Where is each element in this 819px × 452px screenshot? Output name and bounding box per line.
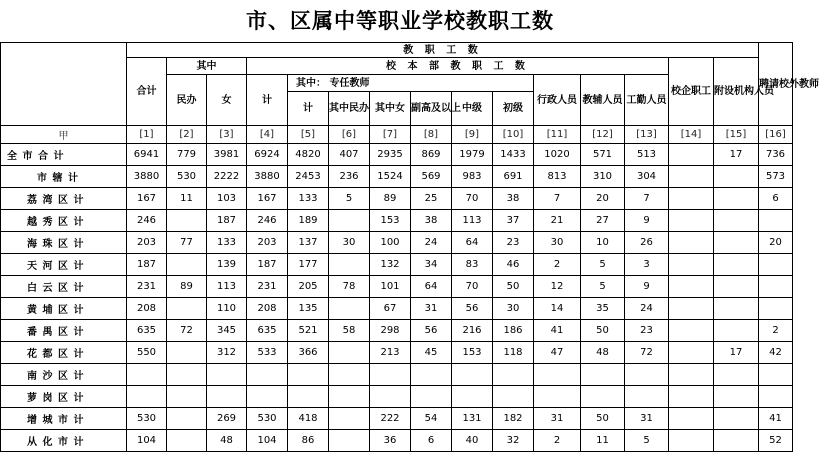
header-staff-group: 教 职 工 数 — [127, 43, 759, 58]
header-school-total: 计 — [247, 75, 288, 126]
table-cell: 1524 — [370, 166, 411, 188]
table-cell — [625, 386, 669, 408]
table-row — [1, 254, 793, 276]
table-cell: 530 — [247, 408, 288, 430]
table-cell: 20 — [759, 232, 793, 254]
table-cell — [714, 166, 759, 188]
row-label: 海 珠 区 计 — [1, 232, 127, 254]
table-cell — [581, 386, 625, 408]
table-row — [1, 430, 793, 452]
table-cell: 167 — [247, 188, 288, 210]
table-cell: 3880 — [247, 166, 288, 188]
table-cell: 345 — [207, 320, 247, 342]
table-row — [1, 364, 793, 386]
table-cell: 213 — [370, 342, 411, 364]
table-cell: 246 — [247, 210, 288, 232]
table-cell — [714, 408, 759, 430]
table-cell: 118 — [493, 342, 534, 364]
header-ft-mid: 中级 — [452, 92, 493, 126]
table-cell — [714, 364, 759, 386]
table-cell — [714, 210, 759, 232]
table-cell: 67 — [370, 298, 411, 320]
table-cell: 45 — [411, 342, 452, 364]
table-cell: 40 — [452, 430, 493, 452]
table-cell: 47 — [534, 342, 581, 364]
table-row — [1, 188, 793, 210]
index-label: 甲 — [1, 126, 127, 144]
table-cell: 569 — [411, 166, 452, 188]
index-cell: [1] — [127, 126, 167, 144]
table-cell: 104 — [127, 430, 167, 452]
index-cell: [4] — [247, 126, 288, 144]
table-cell — [534, 386, 581, 408]
table-cell: 31 — [534, 408, 581, 430]
table-cell: 153 — [370, 210, 411, 232]
table-cell: 177 — [288, 254, 329, 276]
table-cell: 521 — [288, 320, 329, 342]
table-cell: 813 — [534, 166, 581, 188]
header-ft-female: 其中女 — [370, 92, 411, 126]
table-cell: 17 — [714, 342, 759, 364]
index-cell: [9] — [452, 126, 493, 144]
row-label: 南 沙 区 计 — [1, 364, 127, 386]
header-ft-minban: 其中民办 — [329, 92, 370, 126]
table-cell — [493, 364, 534, 386]
table-cell — [329, 254, 370, 276]
table-cell — [452, 386, 493, 408]
index-cell: [2] — [167, 126, 207, 144]
header-aux: 教辅人员 — [581, 75, 625, 126]
table-cell: 135 — [288, 298, 329, 320]
stub-header-cell — [1, 43, 127, 126]
table-cell: 64 — [411, 276, 452, 298]
table-cell — [207, 386, 247, 408]
table-cell: 573 — [759, 166, 793, 188]
table-cell: 236 — [329, 166, 370, 188]
table-cell — [581, 364, 625, 386]
table-cell — [329, 386, 370, 408]
table-cell: 52 — [759, 430, 793, 452]
table-cell: 42 — [759, 342, 793, 364]
table-cell: 30 — [329, 232, 370, 254]
table-row — [1, 408, 793, 430]
row-label: 增 城 市 计 — [1, 408, 127, 430]
index-cell: [15] — [714, 126, 759, 144]
table-cell: 64 — [452, 232, 493, 254]
table-cell: 231 — [127, 276, 167, 298]
table-cell — [329, 298, 370, 320]
table-cell: 113 — [452, 210, 493, 232]
table-cell: 23 — [625, 320, 669, 342]
table-cell: 104 — [247, 430, 288, 452]
table-cell: 691 — [493, 166, 534, 188]
table-cell: 366 — [288, 342, 329, 364]
table-cell: 37 — [493, 210, 534, 232]
table-cell: 17 — [714, 144, 759, 166]
table-cell: 1433 — [493, 144, 534, 166]
table-cell: 14 — [534, 298, 581, 320]
table-cell: 6941 — [127, 144, 167, 166]
index-cell: [7] — [370, 126, 411, 144]
table-row — [1, 210, 793, 232]
table-cell: 11 — [581, 430, 625, 452]
table-cell — [370, 386, 411, 408]
table-cell — [714, 254, 759, 276]
table-cell: 6 — [411, 430, 452, 452]
table-cell — [669, 430, 714, 452]
table-cell: 9 — [625, 276, 669, 298]
table-cell: 21 — [534, 210, 581, 232]
table-cell: 27 — [581, 210, 625, 232]
row-label: 花 都 区 计 — [1, 342, 127, 364]
header-worker: 工勤人员 — [625, 75, 669, 126]
header-among: 其中 — [167, 58, 247, 75]
table-cell — [329, 364, 370, 386]
table-cell — [759, 254, 793, 276]
table-cell — [669, 254, 714, 276]
table-cell: 6 — [759, 188, 793, 210]
table-cell: 72 — [167, 320, 207, 342]
table-cell — [714, 430, 759, 452]
table-cell — [714, 386, 759, 408]
header-among-fulltime: 其中： 专任教师 — [288, 75, 534, 92]
table-cell: 2 — [759, 320, 793, 342]
table-cell: 779 — [167, 144, 207, 166]
table-cell: 54 — [411, 408, 452, 430]
table-cell: 153 — [452, 342, 493, 364]
table-cell: 1979 — [452, 144, 493, 166]
table-cell — [247, 386, 288, 408]
table-cell: 101 — [370, 276, 411, 298]
table-cell: 103 — [207, 188, 247, 210]
table-cell: 132 — [370, 254, 411, 276]
table-cell: 58 — [329, 320, 370, 342]
table-cell: 407 — [329, 144, 370, 166]
table-cell — [207, 364, 247, 386]
table-cell: 31 — [411, 298, 452, 320]
table-cell: 550 — [127, 342, 167, 364]
table-cell: 72 — [625, 342, 669, 364]
table-cell: 5 — [581, 254, 625, 276]
table-cell: 7 — [625, 188, 669, 210]
table-cell: 30 — [534, 232, 581, 254]
table-cell — [669, 188, 714, 210]
table-cell: 48 — [207, 430, 247, 452]
row-label: 市 辖 计 — [1, 166, 127, 188]
table-cell: 6924 — [247, 144, 288, 166]
table-cell: 2222 — [207, 166, 247, 188]
row-label: 越 秀 区 计 — [1, 210, 127, 232]
table-cell — [247, 364, 288, 386]
table-cell: 3 — [625, 254, 669, 276]
table-cell: 2935 — [370, 144, 411, 166]
table-row — [1, 386, 793, 408]
table-cell: 38 — [493, 188, 534, 210]
table-cell: 533 — [247, 342, 288, 364]
table-row — [1, 320, 793, 342]
table-cell — [669, 386, 714, 408]
table-cell — [669, 364, 714, 386]
table-cell — [625, 364, 669, 386]
row-label: 白 云 区 计 — [1, 276, 127, 298]
table-cell — [288, 364, 329, 386]
table-cell: 4820 — [288, 144, 329, 166]
header-hired: 聘请校外教师 — [759, 43, 793, 126]
row-label: 从 化 市 计 — [1, 430, 127, 452]
table-cell — [534, 364, 581, 386]
table-cell: 70 — [452, 276, 493, 298]
table-cell: 3981 — [207, 144, 247, 166]
table-cell — [714, 188, 759, 210]
table-cell: 189 — [288, 210, 329, 232]
table-cell: 25 — [411, 188, 452, 210]
table-cell: 89 — [370, 188, 411, 210]
header-female: 女 — [207, 75, 247, 126]
header-school-staff: 校 本 部 教 职 工 数 — [247, 58, 669, 75]
table-cell — [714, 232, 759, 254]
table-cell — [167, 364, 207, 386]
table-cell — [669, 342, 714, 364]
table-cell: 56 — [452, 298, 493, 320]
table-cell — [411, 364, 452, 386]
table-cell: 70 — [452, 188, 493, 210]
table-cell: 530 — [127, 408, 167, 430]
table-cell: 77 — [167, 232, 207, 254]
table-cell: 2453 — [288, 166, 329, 188]
table-cell: 736 — [759, 144, 793, 166]
table-cell: 182 — [493, 408, 534, 430]
table-cell — [288, 386, 329, 408]
row-label: 全 市 合 计 — [1, 144, 127, 166]
table-cell — [714, 320, 759, 342]
table-cell: 34 — [411, 254, 452, 276]
row-label: 番 禺 区 计 — [1, 320, 127, 342]
table-cell: 513 — [625, 144, 669, 166]
table-cell: 203 — [247, 232, 288, 254]
table-cell: 41 — [759, 408, 793, 430]
table-cell: 5 — [329, 188, 370, 210]
table-cell: 24 — [411, 232, 452, 254]
table-cell: 269 — [207, 408, 247, 430]
table-cell — [493, 386, 534, 408]
table-cell — [167, 298, 207, 320]
table-cell: 131 — [452, 408, 493, 430]
table-cell: 203 — [127, 232, 167, 254]
table-cell — [714, 276, 759, 298]
table-cell: 5 — [625, 430, 669, 452]
index-cell: [12] — [581, 126, 625, 144]
table-cell — [452, 364, 493, 386]
table-cell: 9 — [625, 210, 669, 232]
table-cell: 187 — [247, 254, 288, 276]
table-cell: 86 — [288, 430, 329, 452]
table-row — [1, 232, 793, 254]
header-ft-junior: 初级 — [493, 92, 534, 126]
table-cell: 26 — [625, 232, 669, 254]
table-cell — [759, 298, 793, 320]
table-cell: 869 — [411, 144, 452, 166]
table-cell: 32 — [493, 430, 534, 452]
table-cell: 110 — [207, 298, 247, 320]
table-cell: 7 — [534, 188, 581, 210]
table-cell: 20 — [581, 188, 625, 210]
table-cell: 298 — [370, 320, 411, 342]
table-row — [1, 276, 793, 298]
table-cell: 418 — [288, 408, 329, 430]
table-cell: 12 — [534, 276, 581, 298]
table-cell: 3880 — [127, 166, 167, 188]
table-cell: 48 — [581, 342, 625, 364]
table-cell — [329, 342, 370, 364]
table-cell — [329, 408, 370, 430]
table-cell — [411, 386, 452, 408]
table-cell: 133 — [207, 232, 247, 254]
table-cell — [370, 364, 411, 386]
table-cell: 312 — [207, 342, 247, 364]
table-cell: 113 — [207, 276, 247, 298]
table-cell — [669, 232, 714, 254]
table-cell — [669, 210, 714, 232]
table-cell — [669, 320, 714, 342]
table-cell: 139 — [207, 254, 247, 276]
table-cell: 571 — [581, 144, 625, 166]
row-label: 萝 岗 区 计 — [1, 386, 127, 408]
header-ft-senior: 副高及以上 — [411, 92, 452, 126]
table-cell: 133 — [288, 188, 329, 210]
table-cell: 46 — [493, 254, 534, 276]
table-cell: 23 — [493, 232, 534, 254]
table-cell: 231 — [247, 276, 288, 298]
table-cell: 30 — [493, 298, 534, 320]
table-cell: 635 — [127, 320, 167, 342]
header-enterprise: 校企职工 — [669, 58, 714, 126]
header-ft-total: 计 — [288, 92, 329, 126]
table-cell — [669, 408, 714, 430]
index-cell: [6] — [329, 126, 370, 144]
table-cell: 1020 — [534, 144, 581, 166]
table-cell: 208 — [247, 298, 288, 320]
table-cell — [167, 386, 207, 408]
table-row — [1, 298, 793, 320]
row-label: 荔 湾 区 计 — [1, 188, 127, 210]
table-cell: 50 — [581, 320, 625, 342]
table-cell: 10 — [581, 232, 625, 254]
index-cell: [8] — [411, 126, 452, 144]
table-cell: 50 — [493, 276, 534, 298]
table-cell — [167, 342, 207, 364]
table-cell: 310 — [581, 166, 625, 188]
header-minban: 民办 — [167, 75, 207, 126]
table-cell: 35 — [581, 298, 625, 320]
table-cell: 5 — [581, 276, 625, 298]
table-cell — [759, 386, 793, 408]
table-cell: 304 — [625, 166, 669, 188]
table-cell — [669, 298, 714, 320]
row-label: 天 河 区 计 — [1, 254, 127, 276]
table-cell — [329, 430, 370, 452]
header-total: 合计 — [127, 58, 167, 126]
header-row-1 — [1, 43, 793, 58]
table-cell: 137 — [288, 232, 329, 254]
table-cell: 2 — [534, 430, 581, 452]
table-cell: 11 — [167, 188, 207, 210]
staff-table — [0, 42, 819, 452]
table-cell — [167, 408, 207, 430]
table-cell: 78 — [329, 276, 370, 298]
table-cell: 100 — [370, 232, 411, 254]
table-cell: 208 — [127, 298, 167, 320]
index-cell: [10] — [493, 126, 534, 144]
index-cell: [5] — [288, 126, 329, 144]
table-cell — [669, 276, 714, 298]
table-cell — [167, 210, 207, 232]
table-cell: 50 — [581, 408, 625, 430]
table-cell: 2 — [534, 254, 581, 276]
table-cell: 36 — [370, 430, 411, 452]
page-title: 市、区属中等职业学校教职工数 — [246, 9, 554, 33]
table-cell: 83 — [452, 254, 493, 276]
table-cell: 222 — [370, 408, 411, 430]
table-cell — [669, 166, 714, 188]
index-row — [1, 126, 793, 144]
table-cell — [759, 364, 793, 386]
table-cell: 983 — [452, 166, 493, 188]
table-cell: 31 — [625, 408, 669, 430]
table-row — [1, 166, 793, 188]
table-cell — [167, 430, 207, 452]
table-cell — [669, 144, 714, 166]
table-cell: 38 — [411, 210, 452, 232]
index-cell: [13] — [625, 126, 669, 144]
table-cell — [127, 364, 167, 386]
index-cell: [11] — [534, 126, 581, 144]
table-cell — [759, 276, 793, 298]
table-cell: 167 — [127, 188, 167, 210]
table-cell — [167, 254, 207, 276]
table-cell: 205 — [288, 276, 329, 298]
table-cell: 24 — [625, 298, 669, 320]
table-row — [1, 342, 793, 364]
table-cell: 246 — [127, 210, 167, 232]
table-cell — [714, 298, 759, 320]
table-cell: 187 — [207, 210, 247, 232]
table-cell — [127, 386, 167, 408]
table-cell: 187 — [127, 254, 167, 276]
table-cell: 186 — [493, 320, 534, 342]
index-cell: [14] — [669, 126, 714, 144]
index-cell: [16] — [759, 126, 793, 144]
table-cell: 41 — [534, 320, 581, 342]
row-label: 黄 埔 区 计 — [1, 298, 127, 320]
table-cell — [759, 210, 793, 232]
table-cell — [329, 210, 370, 232]
header-admin: 行政人员 — [534, 75, 581, 126]
table-cell: 89 — [167, 276, 207, 298]
table-cell: 216 — [452, 320, 493, 342]
table-cell: 530 — [167, 166, 207, 188]
table-row — [1, 144, 793, 166]
table-cell: 56 — [411, 320, 452, 342]
header-affiliated: 附设机构人员 — [714, 58, 759, 126]
index-cell: [3] — [207, 126, 247, 144]
table-cell: 635 — [247, 320, 288, 342]
